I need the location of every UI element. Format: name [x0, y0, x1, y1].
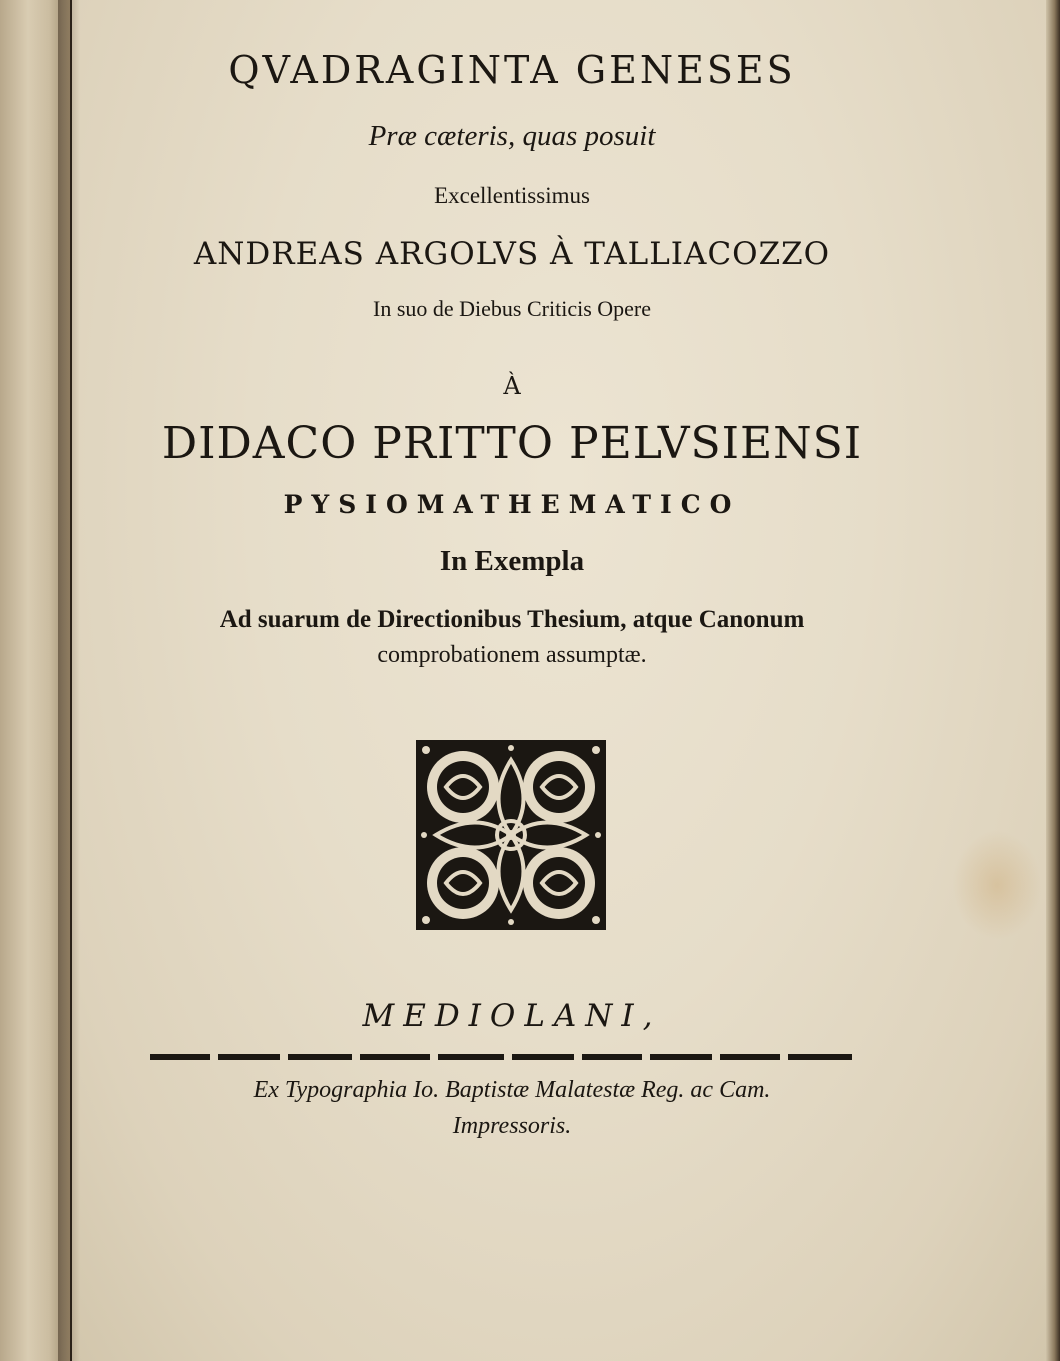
imprint-place: MEDIOLANI,: [362, 998, 662, 1034]
paper-stain: [952, 830, 1042, 940]
printer-line: Impressoris.: [452, 1113, 572, 1139]
compiler-title: PYSIOMATHEMATICO: [283, 490, 741, 519]
preposition: À: [503, 372, 521, 400]
subtitle-line: comprobationem assumptæ.: [377, 642, 647, 668]
printers-ornament-icon: [416, 740, 606, 930]
subtitle-line: Ad suarum de Directionibus Thesium, atque Canonum: [219, 606, 805, 633]
decorative-rule: [150, 1052, 852, 1062]
subtitle-line: Excellentissimus: [434, 183, 590, 208]
main-title: QVADRAGINTA GENESES: [228, 48, 796, 92]
printer-line: Ex Typographia Io. Baptistæ Malatestæ Reg. ac Cam.: [253, 1077, 771, 1103]
author-name: ANDREAS ARGOLVS À TALLIACOZZO: [193, 236, 831, 272]
subtitle-line: In suo de Diebus Criticis Opere: [373, 296, 651, 321]
subtitle-line: Præ cæteris, quas posuit: [368, 120, 656, 152]
subtitle-line: In Exempla: [439, 545, 585, 577]
page-edge-right: [1046, 0, 1060, 1361]
compiler-name: DIDACO PRITTO PELVSIENSI: [161, 418, 863, 469]
